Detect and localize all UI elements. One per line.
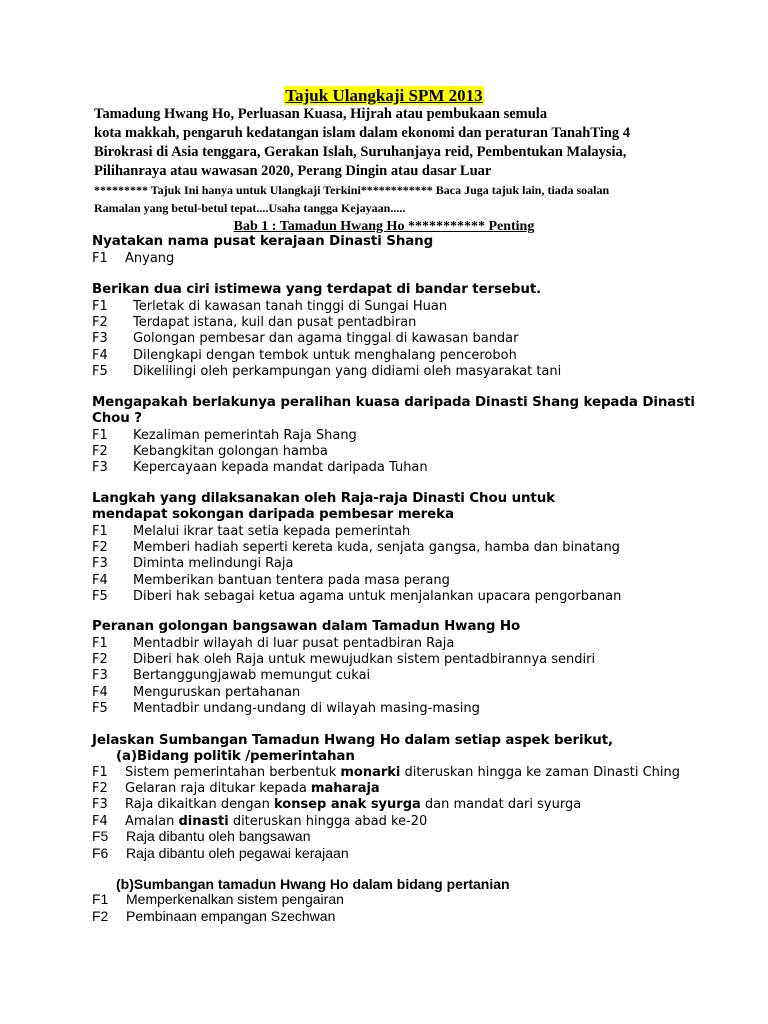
answer-text: Diberi hak oleh Raja untuk mewujudkan sistem pentadbirannya sendiri [133, 652, 596, 668]
note-line: ********* Tajuk Ini hanya untuk Ulangkaji Terkini************ Baca Juga tajuk lain, tiada soalan [94, 183, 610, 197]
answer-text-bold: maharaja [310, 781, 380, 797]
answer-code: F2 [92, 540, 108, 556]
intro-line: kota makkah, pengaruh kedatangan islam dalam ekonomi dan peraturan TanahTing 4 [94, 125, 630, 141]
question: Jelaskan Sumbangan Tamadun Hwang Ho dalam setiap aspek berikut, [92, 733, 614, 748]
answer-code: F3 [92, 797, 108, 813]
answer-code: F1 [92, 251, 108, 266]
answer-text: Dilengkapi dengan tembok untuk menghalang penceroboh [133, 347, 517, 363]
answer-text: Bertanggungjawab memungut cukai [133, 668, 371, 684]
answer-text-part: Raja dikaitkan dengan [125, 797, 274, 813]
page-title: Tajuk Ulangkaji SPM 2013 [285, 86, 483, 105]
answer-text [125, 814, 427, 829]
answer-code: F1 [92, 636, 108, 651]
question: mendapat sokongan daripada pembesar mereka [92, 507, 454, 522]
intro-line: Birokrasi di Asia tenggara, Gerakan Islah, Suruhanjaya reid, Pembentukan Malaysia, [94, 144, 627, 160]
answer-code: F4 [92, 813, 108, 829]
answer-text-bold: dinasti [178, 813, 229, 829]
answer-text: Mentadbir undang-undang di wilayah masing-masing [133, 700, 480, 716]
subheading: (a)Bidang politik /pemerintahan [116, 749, 355, 764]
answer-code: F2 [92, 444, 108, 460]
question: Nyatakan nama pusat kerajaan Dinasti Shang [92, 234, 434, 249]
answer-code: F1 [92, 299, 108, 314]
answer-text: Golongan pembesar dan agama tinggal di kawasan bandar [133, 331, 519, 347]
answer-code: F4 [92, 684, 108, 700]
subheading: (b)Sumbangan tamadun Hwang Ho dalam bidang pertanian [116, 876, 510, 892]
answer-text-part: diteruskan hingga abad ke-20 [228, 813, 428, 829]
question: Berikan dua ciri istimewa yang terdapat di bandar tersebut. [92, 282, 542, 297]
answer-text: Pembinaan empangan Szechwan [126, 907, 336, 924]
answer-code: F5 [92, 700, 108, 716]
answer-text: Kepercayaan kepada mandat daripada Tuhan [133, 460, 428, 476]
answer-code: F5 [92, 363, 108, 379]
answer-text [125, 797, 581, 812]
answer-code: F5 [92, 588, 108, 604]
answer-code: F1 [92, 524, 108, 539]
question: Langkah yang dilaksanakan oleh Raja-raja Dinasti Chou untuk [92, 491, 555, 506]
note-line: Ramalan yang betul-betul tepat....Usaha tangga Kejayaan..... [94, 201, 406, 215]
answer-text: Memberikan bantuan tentera pada masa perang [133, 572, 450, 588]
intro-line: Pilihanraya atau wawasan 2020, Perang Dingin atau dasar Luar [94, 163, 492, 179]
answer-code: F4 [92, 347, 108, 363]
question: Peranan golongan bangsawan dalam Tamadun Hwang Ho [92, 619, 521, 634]
answer-text-part: Gelaran raja ditukar kepada [125, 781, 311, 797]
answer-text-bold: konsep anak syurga [273, 797, 421, 813]
answer-text: Kezaliman pemerintah Raja Shang [133, 428, 357, 443]
answer-code: F3 [92, 460, 108, 476]
answer-code: F3 [92, 331, 108, 347]
answer-text-part: Amalan [125, 813, 179, 829]
answer-text [125, 765, 680, 780]
answer-code: F1 [92, 891, 109, 907]
answer-text: Dikelilingi oleh perkampungan yang didiami oleh masyarakat tani [133, 363, 562, 379]
answer-text-part: dan mandat dari syurga [420, 797, 582, 813]
answer-code: F6 [92, 845, 109, 861]
answer-text: Melalui ikrar taat setia kepada pemerintah [133, 524, 411, 539]
question: Mengapakah berlakunya peralihan kuasa daripada Dinasti Shang kepada Dinasti [92, 395, 695, 410]
answer-text: Kebangkitan golongan hamba [133, 444, 328, 460]
answer-text: Raja dibantu oleh pegawai kerajaan [126, 845, 349, 861]
answer-code: F1 [92, 428, 108, 443]
answer-text: Diminta melindungi Raja [133, 556, 294, 572]
answer-text-part: diteruskan hingga ke zaman Dinasti Ching [400, 765, 681, 780]
answer-text-part: Sistem pemerintahan berbentuk [125, 765, 341, 780]
answer-text [125, 781, 380, 796]
answer-text: Mentadbir wilayah di luar pusat pentadbiran Raja [133, 636, 455, 651]
answer-text: Memperkenalkan sistem pengairan [126, 891, 344, 907]
answer-code: F5 [92, 828, 109, 844]
answer-text: Memberi hadiah seperti kereta kuda, senjata gangsa, hamba dan binatang [133, 540, 620, 556]
answer-code: F3 [92, 556, 108, 572]
answer-text: Anyang [125, 251, 175, 266]
answer-text: Terdapat istana, kuil dan pusat pentadbiran [133, 315, 417, 331]
answer-code: F1 [92, 765, 108, 780]
answer-text: Raja dibantu oleh bangsawan [126, 828, 311, 844]
answer-code: F2 [92, 781, 108, 797]
question: Chou ? [92, 411, 142, 426]
answer-text: Diberi hak sebagai ketua agama untuk menjalankan upacara pengorbanan [133, 588, 622, 604]
answer-code: F4 [92, 572, 108, 588]
answer-code: F3 [92, 668, 108, 684]
answer-text-bold: monarki [340, 765, 401, 780]
intro-line: Tamadung Hwang Ho, Perluasan Kuasa, Hijrah atau pembukaan semula [94, 106, 548, 122]
chapter-heading: Bab 1 : Tamadun Hwang Ho *********** Penting [233, 219, 535, 234]
answer-code: F2 [92, 907, 109, 924]
answer-text: Terletak di kawasan tanah tinggi di Sungai Huan [133, 299, 448, 314]
answer-text: Menguruskan pertahanan [133, 684, 301, 700]
answer-code: F2 [92, 652, 108, 668]
answer-code: F2 [92, 315, 108, 331]
